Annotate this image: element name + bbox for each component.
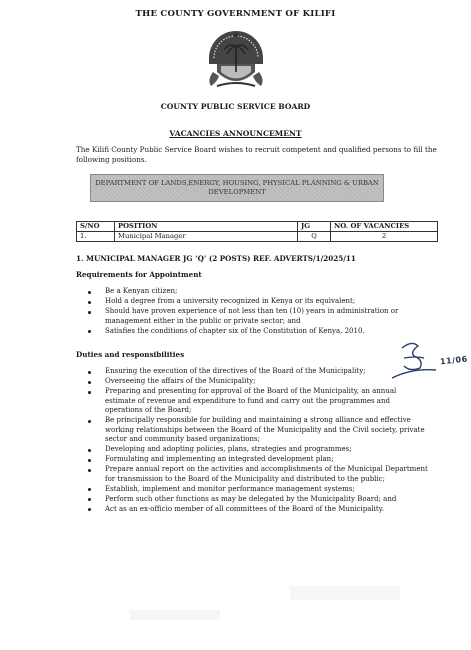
department-line-2: DEVELOPMENT — [208, 188, 266, 197]
header-jg: JG — [298, 222, 331, 232]
list-item: Be a Kenyan citizen; — [84, 287, 444, 297]
header-position: POSITION — [115, 222, 298, 232]
table-header-row — [77, 222, 438, 232]
cell-vacancies: 2 — [331, 232, 438, 242]
duties-list — [84, 367, 428, 515]
list-item: Be principally responsible for building and maintaining a strong alliance and effective working relationships between the Board of the Municipality and the Civil society, private sector and community based organizations; — [84, 416, 428, 445]
position-heading: 1. MUNICIPAL MANAGER JG ‘Q’ (2 POSTS) REF. ADVERTS/1/2025/11 — [76, 254, 356, 263]
list-item: Establish, implement and monitor performance management systems; — [84, 485, 428, 495]
requirements-list — [84, 287, 444, 337]
board-title: COUNTY PUBLIC SERVICE BOARD — [160, 102, 311, 111]
cell-sno: 1. — [77, 232, 115, 242]
list-item: Satisfies the conditions of chapter six of the Constitution of Kenya, 2010. — [84, 327, 444, 337]
list-item: Ensuring the execution of the directives of the Board of the Municipality; — [84, 367, 428, 377]
list-item: Hold a degree from a university recognized in Kenya or its equivalent; — [84, 297, 444, 307]
cell-jg: Q — [298, 232, 331, 242]
header-vacancies: NO. OF VACANCIES — [331, 222, 438, 232]
list-item: Act as an ex-officio member of all committees of the Board of the Municipality. — [84, 505, 428, 515]
requirements-heading: Requirements for Appointment — [76, 270, 202, 279]
announcement-title: VACANCIES ANNOUNCEMENT — [169, 129, 302, 138]
list-item: Should have proven experience of not less than ten (10) years in administration or management either in the public or private sector; and — [84, 307, 444, 326]
vacancies-table — [76, 221, 438, 242]
list-item: Formulating and implementing an integrated development plan; — [84, 455, 428, 465]
cell-position: Municipal Manager — [115, 232, 298, 242]
list-item: Perform such other functions as may be delegated by the Municipality Board; and — [84, 495, 428, 505]
intro-paragraph: The Kilifi County Public Service Board wishes to recruit competent and qualified persons to fill the following positions. — [76, 145, 437, 164]
county-title: THE COUNTY GOVERNMENT OF KILIFI — [135, 9, 336, 19]
bleed-through-mark — [290, 586, 400, 600]
list-item: Prepare annual report on the activities and accomplishments of the Municipal Department for transmission to the Board of the Municipality and distributed to the public; — [84, 465, 428, 484]
list-item: Overseeing the affairs of the Municipality; — [84, 377, 428, 387]
table-row — [77, 232, 438, 242]
bleed-through-mark — [130, 610, 220, 620]
department-banner — [90, 174, 384, 202]
list-item: Developing and adopting policies, plans, strategies and programmes; — [84, 445, 428, 455]
county-crest-logo — [203, 28, 269, 94]
handwritten-date-note: 11/06 — [439, 354, 469, 367]
department-line-1: DEPARTMENT OF LANDS,ENERGY, HOUSING, PHYSICAL PLANNING & URBAN — [95, 179, 379, 187]
duties-heading: Duties and responsibilities — [76, 350, 185, 359]
list-item: Preparing and presenting for approval of the Board of the Municipality, an annual estimate of revenue and expenditure to fund and carry out the programmes and operations of the Board; — [84, 387, 428, 416]
header-sno: S/NO — [77, 222, 115, 232]
